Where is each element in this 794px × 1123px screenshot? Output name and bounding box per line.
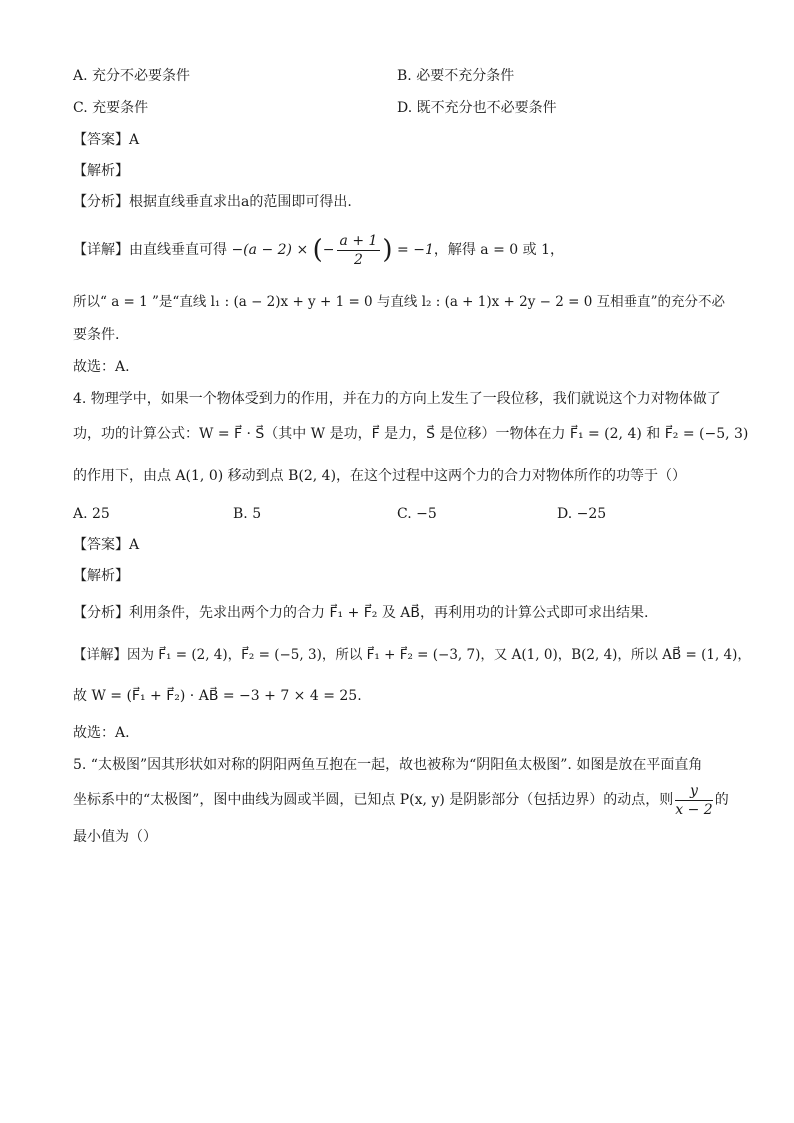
q3-expr-right: = −1 — [397, 242, 434, 258]
q3-option-c: C. 充要条件 — [73, 100, 149, 116]
q5-fraction-den: x − 2 — [675, 801, 713, 818]
q4-option-a: A. 25 — [73, 506, 110, 522]
q3-xiangjie-label: 【详解】 — [73, 242, 129, 258]
q4-jiexi-label: 【解析】 — [73, 568, 129, 584]
q3-xiangjie-post: ，解得 a = 0 或 1， — [433, 242, 565, 258]
q4-fenxi: 【分析】利用条件，先求出两个力的合力 F⃗₁ + F⃗₂ 及 AB⃗，再利用功的计算公式即可求出结果. — [73, 605, 649, 621]
q4-stem-line1: 4. 物理学中，如果一个物体受到力的作用，并在力的方向上发生了一段位移，我们就说这个力对物体做了 — [73, 391, 721, 407]
q3-xiangjie-pre: 由直线垂直可得 — [129, 242, 227, 258]
q5-stem-line2-pre: 坐标系中的“太极图”，图中曲线为圆或半圆，已知点 P(x, y) 是阴影部分（包括边界）的动点，则 — [73, 792, 674, 808]
q3-expr-left: −(a − 2) × — [231, 242, 309, 258]
q4-stem-line3: 的作用下，由点 A(1, 0) 移动到点 B(2, 4)，在这个过程中这两个力的合力对物体所作的功等于（） — [73, 468, 687, 484]
left-paren: ( — [312, 235, 323, 265]
q3-fraction-num: a + 1 — [337, 232, 381, 251]
q4-xiangjie-line2: 故 W = (F⃗₁ + F⃗₂) · AB⃗ = −3 + 7 × 4 = 25. — [73, 688, 362, 704]
q3-fraction — [337, 232, 381, 269]
q4-option-b: B. 5 — [233, 506, 262, 522]
q3-fraction-den: 2 — [354, 251, 363, 268]
q5-fraction — [675, 782, 712, 819]
q3-answer: 【答案】A — [73, 132, 140, 148]
q3-option-a: A. 充分不必要条件 — [73, 68, 191, 84]
right-paren: ) — [382, 235, 393, 265]
q3-option-d: D. 既不充分也不必要条件 — [397, 100, 557, 116]
q3-option-b: B. 必要不充分条件 — [397, 68, 515, 84]
q3-guxuan: 故选：A. — [73, 359, 130, 375]
q4-answer: 【答案】A — [73, 537, 140, 553]
q4-option-d: D. −25 — [557, 506, 607, 522]
q4-option-c: C. −5 — [397, 506, 437, 522]
q3-suoyi-line1: 所以“ a = 1 ”是“直线 l₁ : (a − 2)x + y + 1 = 0 与直线 l₂ : (a + 1)x + 2y − 2 = 0 互相垂直”的充分不必 — [73, 294, 726, 310]
q3-xiangjie: 【详解】由直线垂直可得 −(a − 2) × (− $\frac{a + 1}{2}$ ) = −1，解得 a = 0 或 1， — [73, 232, 565, 268]
q4-stem-line2: 功，功的计算公式：W = F⃗ · S⃗（其中 W 是功，F⃗ 是力，S⃗ 是位移）一物体在力 F⃗₁ = (2, 4) 和 F⃗₂ = (−5, 3) — [73, 426, 749, 442]
q5-stem-line3: 最小值为（） — [73, 829, 157, 845]
q3-fenxi: 【分析】根据直线垂直求出a的范围即可得出. — [73, 194, 352, 210]
q5-fraction-num: y — [675, 782, 712, 801]
q5-stem-line2-post: 的 — [714, 792, 729, 808]
q4-xiangjie-line1: 【详解】因为 F⃗₁ = (2, 4)，F⃗₂ = (−5, 3)，所以 F⃗₁ + F⃗₂ = (−3, 7)，又 A(1, 0)，B(2, 4)，所以 AB⃗ = (1, 4)， — [73, 647, 751, 663]
q4-guxuan: 故选：A. — [73, 725, 130, 741]
q3-jiexi-label: 【解析】 — [73, 163, 129, 179]
q5-stem-line1: 5. “太极图”因其形状如对称的阴阳两鱼互抱在一起，故也被称为“阴阳鱼太极图”. 如图是放在平面直角 — [73, 757, 703, 773]
q5-stem-line2 — [73, 780, 729, 820]
q3-suoyi-line2: 要条件. — [73, 327, 120, 343]
